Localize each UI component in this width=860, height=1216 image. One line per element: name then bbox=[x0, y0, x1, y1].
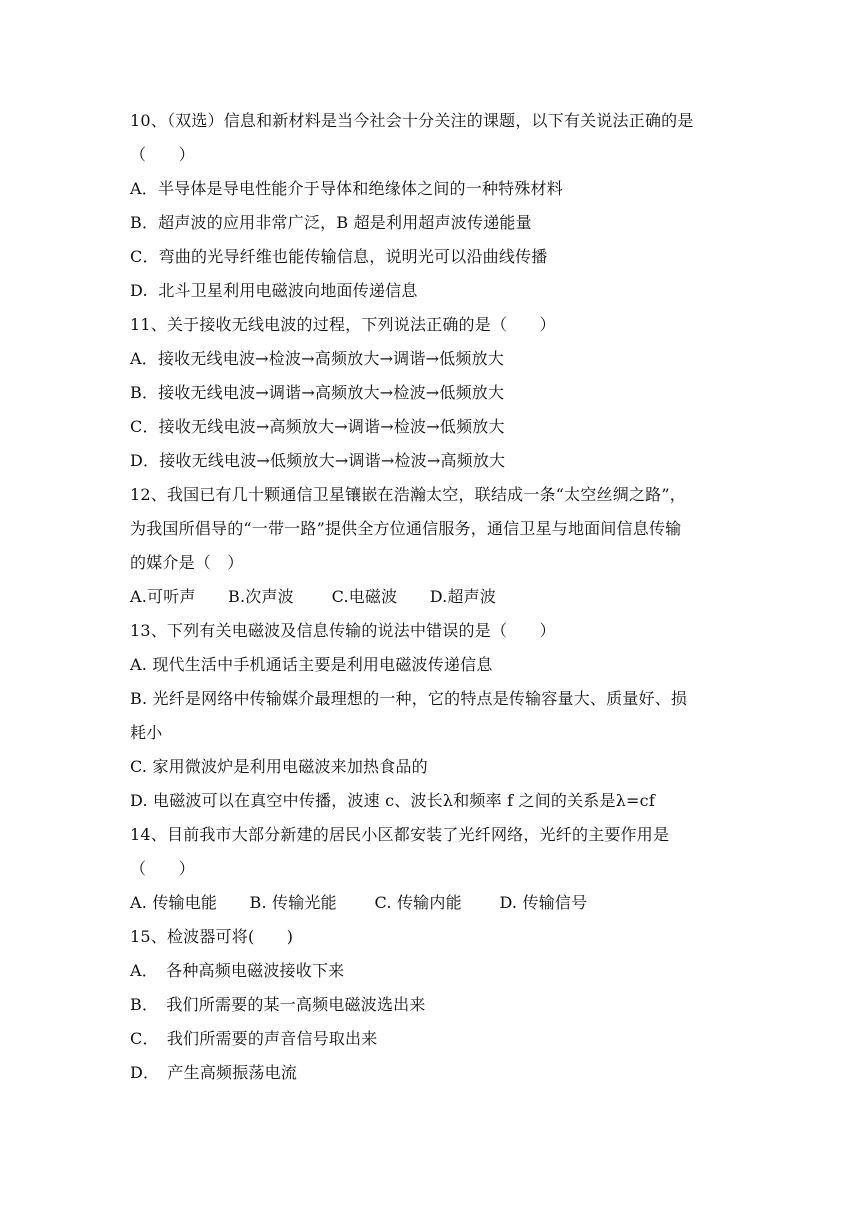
option-a: A．半导体是导电性能介于导体和绝缘体之间的一种特殊材料 bbox=[130, 179, 563, 198]
options-row: A.可听声 B.次声波 C.电磁波 D.超声波 bbox=[130, 587, 497, 606]
option-c: C. 家用微波炉是利用电磁波来加热食品的 bbox=[130, 757, 428, 776]
question-15 bbox=[130, 920, 740, 1090]
option-d: D． 产生高频振荡电流 bbox=[130, 1063, 298, 1082]
question-stem-line: 10、（双选）信息和新材料是当今社会十分关注的课题，以下有关说法正确的是 bbox=[130, 111, 694, 130]
options-row: A. 传输电能 B. 传输光能 C. 传输内能 D. 传输信号 bbox=[130, 893, 588, 912]
option-b: B．接收无线电波→调谐→高频放大→检波→低频放大 bbox=[130, 383, 505, 402]
question-stem-line: 15、检波器可将( ) bbox=[130, 927, 294, 946]
option-c: C．弯曲的光导纤维也能传输信息，说明光可以沿曲线传播 bbox=[130, 247, 548, 266]
question-stem-line: （ ） bbox=[130, 145, 195, 164]
question-stem-line: 的媒介是（ ） bbox=[130, 553, 244, 572]
question-13 bbox=[130, 614, 740, 818]
option-d: D. 北斗卫星利用电磁波向地面传递信息 bbox=[130, 281, 418, 300]
question-stem-line: 12、我国已有几十颗通信卫星镶嵌在浩瀚太空，联结成一条“太空丝绸之路”， bbox=[130, 485, 686, 504]
option-a: A. 现代生活中手机通话主要是利用电磁波传递信息 bbox=[130, 655, 493, 674]
option-d: D．接收无线电波→低频放大→调谐→检波→高频放大 bbox=[130, 451, 506, 470]
question-stem-line: 为我国所倡导的“一带一路”提供全方位通信服务，通信卫星与地面间信息传输 bbox=[130, 519, 682, 538]
question-stem-line: 11、关于接收无线电波的过程，下列说法正确的是（ ） bbox=[130, 315, 556, 334]
question-stem-line: 13、下列有关电磁波及信息传输的说法中错误的是（ ） bbox=[130, 621, 556, 640]
question-11 bbox=[130, 308, 740, 478]
question-14 bbox=[130, 818, 740, 920]
option-c: C．接收无线电波→高频放大→调谐→检波→低频放大 bbox=[130, 417, 505, 436]
question-12 bbox=[130, 478, 740, 614]
option-b: B． 我们所需要的某一高频电磁波选出来 bbox=[130, 995, 426, 1014]
option-b: B. 光纤是网络中传输媒介最理想的一种，它的特点是传输容量大、质量好、损 bbox=[130, 689, 688, 708]
question-stem-line: 14、目前我市大部分新建的居民小区都安装了光纤网络，光纤的主要作用是 bbox=[130, 825, 670, 844]
question-10 bbox=[130, 104, 740, 308]
option-a: A．接收无线电波→检波→高频放大→调谐→低频放大 bbox=[130, 349, 504, 368]
option-a: A． 各种高频电磁波接收下来 bbox=[130, 961, 345, 980]
option-b-continued: 耗小 bbox=[130, 723, 163, 742]
option-c: C． 我们所需要的声音信号取出来 bbox=[130, 1029, 378, 1048]
question-stem-line: （ ） bbox=[130, 859, 195, 878]
option-d: D. 电磁波可以在真空中传播，波速 c、波长λ和频率 f 之间的关系是λ=cf bbox=[130, 791, 655, 810]
option-b: B．超声波的应用非常广泛，B 超是利用超声波传递能量 bbox=[130, 213, 532, 232]
exam-page bbox=[130, 104, 740, 1090]
